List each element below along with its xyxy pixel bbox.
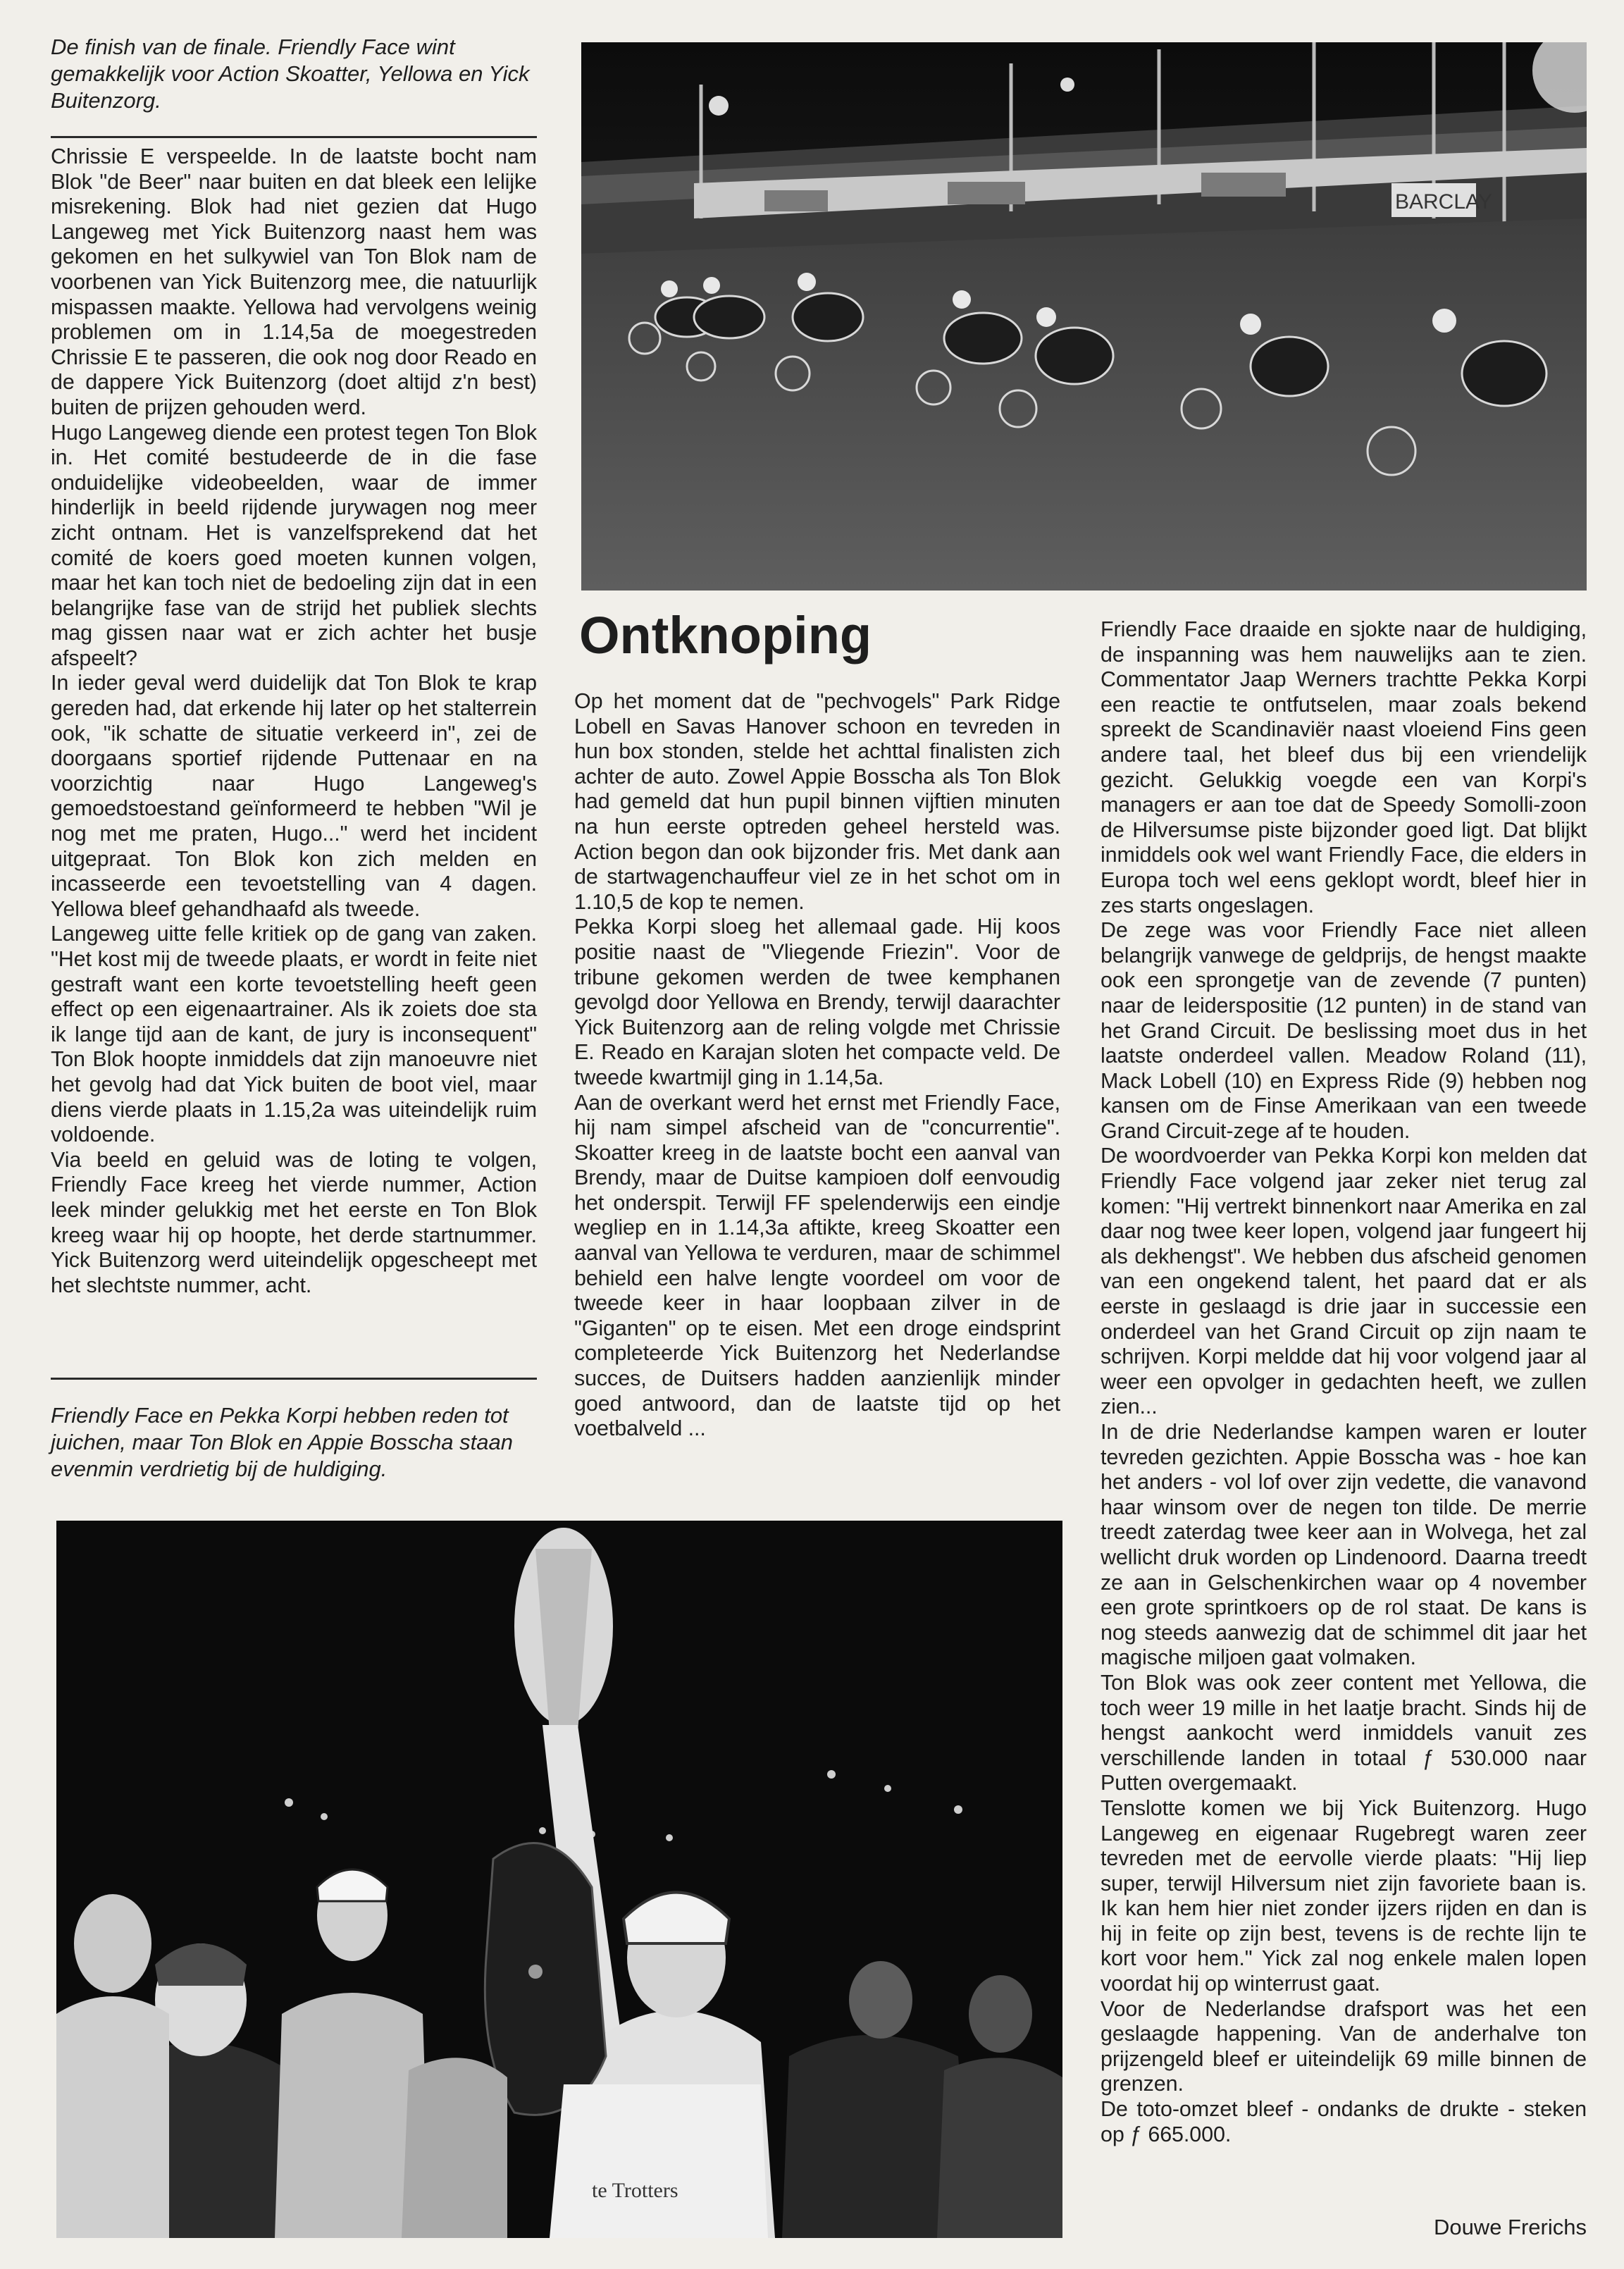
celebration-photo — [56, 1521, 1062, 2238]
col3-para-4: In de drie Nederlandse kampen waren er louter tevreden gezichten. Appie Bosscha was - hoe kan het anders - vol lof over zijn vedette, die vanavond haar winsom over de negen ton tilde. De merrie treedt zaterdag twee keer aan in Wolvega, het zal wellicht druk worden op Lindenoord. Daarna treedt ze aan in Gelschenkirchen waar op 4 november een grote sprintkoers op de rol staat. De kans is nog steeds aanwezig dat de schimmel dit jaar het magische miljoen gaat volmaken. — [1101, 1420, 1587, 1670]
caption-top: De finish van de finale. Friendly Face wint gemakkelijk voor Action Skoatter, Yellowa en Yick Buitenzorg. — [51, 35, 530, 113]
divider-top — [51, 136, 537, 138]
col3-para-1: Friendly Face draaide en sjokte naar de huldiging, de inspanning was hem nauwelijks aan te zien. Commentator Jaap Werners trachtte Pekka Korpi een reactie te ontfutselen, maar zoals bekend spreekt de Scandinaviër naast vloeiend Fins geen andere taal, het bleef dus bij een vriendelijk gezicht. Gelukkig voegde een van Korpi's managers er aan toe dat de Speedy Somolli-zoon de Hilversumse piste bijzonder goed ligt. Dat blijkt inmiddels ook wel want Friendly Face, die elders in Europa toch wel eens geklopt wordt, bleef hier in zes starts ongeslagen. — [1101, 617, 1587, 917]
column-1 — [51, 144, 537, 1298]
col3-para-3: De woordvoerder van Pekka Korpi kon melden dat Friendly Face volgend jaar zeker niet terug zal komen: "Hij vertrekt binnenkort naar Amerika en zal daar nog twee keer lopen, volgend jaar fungeert hij als dekhengst". We hebben dus afscheid genomen van een ongekend talent, het paard dat er als eerste in geslaagd is drie jaar in successie een onderdeel van het Grand Circuit op zijn naam te schrijven. Korpi meldde dat hij voor volgend jaar al weer een opvolger in gedachten heeft, we zullen zien... — [1101, 1144, 1587, 1419]
col3-para-7: Voor de Nederlandse drafsport was het een geslaagde happening. Van de anderhalve ton prijzengeld bleef er uiteindelijk 69 mille binnen de grenzen. — [1101, 1996, 1587, 2096]
article-heading: Ontknoping — [579, 606, 872, 664]
col2-para-3: Aan de overkant werd het ernst met Friendly Face, hij nam simpel afscheid van de "concurrentie". Skoatter kreeg in de laatste bocht een aanval van Brendy, maar de Duitse kampioen dolf eenvoudig het onderspit. Terwijl FF spelenderwijs een eindje wegliep en in 1.14,3a aftikte, kreeg Skoatter een aanval van Yellowa te verduren, maar de schimmel behield een halve lengte voordeel om voor de tweede keer in haar loopbaan zilver in de "Giganten" op te eisen. Met een droge eindsprint completeerde Yick Buitenzorg het Nederlandse succes, de Duitsers hadden aanzienlijk minder goed antwoord, dan de laatste tijd op het voetbalveld ... — [574, 1090, 1060, 1441]
caption-bottom: Friendly Face en Pekka Korpi hebben reden tot juichen, maar Ton Blok en Appie Bosscha staan evenmin verdrietig bij de huldiging. — [51, 1403, 513, 1481]
col1-para-1: Chrissie E verspeelde. In de laatste bocht nam Blok "de Beer" naar buiten en dat bleek een lelijke misrekening. Blok had niet gezien dat Hugo Langeweg met Yick Buitenzorg naast hem was gekomen en het sulkywiel van Ton Blok nam de voorbenen van Yick Buitenzorg mee, die natuurlijk mispassen maakte. Yellowa had vervolgens weinig problemen om in 1.14,5a de moegestreden Chrissie E te passeren, die ook nog door Reado en de dappere Yick Buitenzorg (doet altijd z'n best) buiten de prijzen gehouden werd. — [51, 144, 537, 419]
col3-para-8: De toto-omzet bleef - ondanks de drukte - steken op ƒ 665.000. — [1101, 2097, 1587, 2146]
column-3 — [1101, 617, 1587, 2147]
column-2 — [574, 689, 1060, 1442]
race-finish-photo — [581, 42, 1587, 591]
col2-para-1: Op het moment dat de "pechvogels" Park Ridge Lobell en Savas Hanover schoon en tevreden in hun box stonden, stelde het achttal finalisten zich achter de auto. Zowel Appie Bosscha als Ton Blok had gemeld dat hun pupil binnen vijftien minuten na hun eerste optreden geheel hersteld was. Action begon dan ook bijzonder fris. Met dank aan de startwagenchauffeur viel ze in het schot om in 1.10,5 de kop te nemen. — [574, 689, 1060, 914]
col2-para-2: Pekka Korpi sloeg het allemaal gade. Hij koos positie naast de "Vliegende Friezin". Voor de tribune gekomen werden de twee kemphanen gevolgd door Yellowa en Brendy, terwijl daarachter Yick Buitenzorg aan de reling volgde met Chrissie E. Reado en Karajan sloten het compacte veld. De tweede kwartmijl ging in 1.14,5a. — [574, 915, 1060, 1089]
col1-para-5: Via beeld en geluid was de loting te volgen, Friendly Face kreeg het vierde nummer, Action leek minder gelukkig met het eerste en Ton Blok kreeg waar hij op hoopte, het derde startnummer. Yick Buitenzorg werd uiteindelijk opgescheept met het slechtste nummer, acht. — [51, 1147, 537, 1297]
col3-para-2: De zege was voor Friendly Face niet alleen belangrijk vanwege de geldprijs, de hengst maakte ook een sprongetje van de zevende (7 punten) naar de leiderspositie (12 punten) in de stand van het Grand Circuit. De beslissing moet dus in het laatste onderdeel vallen. Meadow Roland (11), Mack Lobell (10) en Express Ride (9) hebben nog kansen om de Finse Amerikaan van een tweede Grand Circuit-zege af te houden. — [1101, 918, 1587, 1143]
col1-para-2: Hugo Langeweg diende een protest tegen Ton Blok in. Het comité bestudeerde de in die fase onduidelijke videobeelden, waar de immer hinderlijk in beeld rijdende jurywagen nog meer zicht ontnam. Het is vanzelfsprekend dat het comité de koers goed moeten kunnen volgen, maar het kan toch niet de bedoeling zijn dat in een belangrijke fase van de strijd het publiek slechts mag gissen naar wat er zich achter het busje afspeelt? — [51, 420, 537, 670]
author-byline: Douwe Frerichs — [1433, 2215, 1587, 2239]
barclay-sign: BARCLAY — [1395, 190, 1492, 214]
col1-para-4: Langeweg uitte felle kritiek op de gang van zaken. "Het kost mij de tweede plaats, er wordt in feite niet gestraft want een korte tevoetstelling heeft geen effect op een eigenaartrainer. Als ik zoiets doe sta ik lange tijd aan de kant, de jury is inconsequent" Ton Blok hoopte inmiddels dat zijn manoeuvre niet het gevolg had dat Yick buiten de boot viel, maar diens vierde plaats in 1.15,2a was uiteindelijk ruim voldoende. — [51, 922, 537, 1147]
col3-para-5: Ton Blok was ook zeer content met Yellowa, die toch weer 19 mille in het laatje bracht. Sinds hij de hengst aankocht werd inmiddels vanuit zes verschillende landen in totaal ƒ 530.000 naar Putten overgemaakt. — [1101, 1670, 1587, 1795]
col1-para-3: In ieder geval werd duidelijk dat Ton Blok te krap gereden had, dat erkende hij later op het stalterrein ook, "ik schatte de situatie verkeerd in", zei de doorgaans sportief rijdende Puttenaar en na voorzichtig naar Hugo Langeweg's gemoedstoestand geïnformeerd te hebben "Wil je nog met me praten, Hugo..." werd het incident uitgepraat. Ton Blok kon zich melden en incasseerde een tevoetstelling van 4 dagen. Yellowa bleef gehandhaafd als tweede. — [51, 671, 537, 921]
divider-bottom — [51, 1378, 537, 1380]
trotters-blanket-text: te Trotters — [592, 2179, 678, 2202]
col3-para-6: Tenslotte komen we bij Yick Buitenzorg. Hugo Langeweg en eigenaar Rugebregt waren zeer tevreden met de eervolle vierde plaats: "Hij liep super, terwijl Hilversum niet zijn favoriete baan is. Ik kan hem hier niet zonder ijzers rijden en dan is hij in feite op zijn best, tevens is de rechte lijn te kort voor hem." Yick zal nog enkele malen lopen voordat hij op winterrust gaat. — [1101, 1795, 1587, 1996]
